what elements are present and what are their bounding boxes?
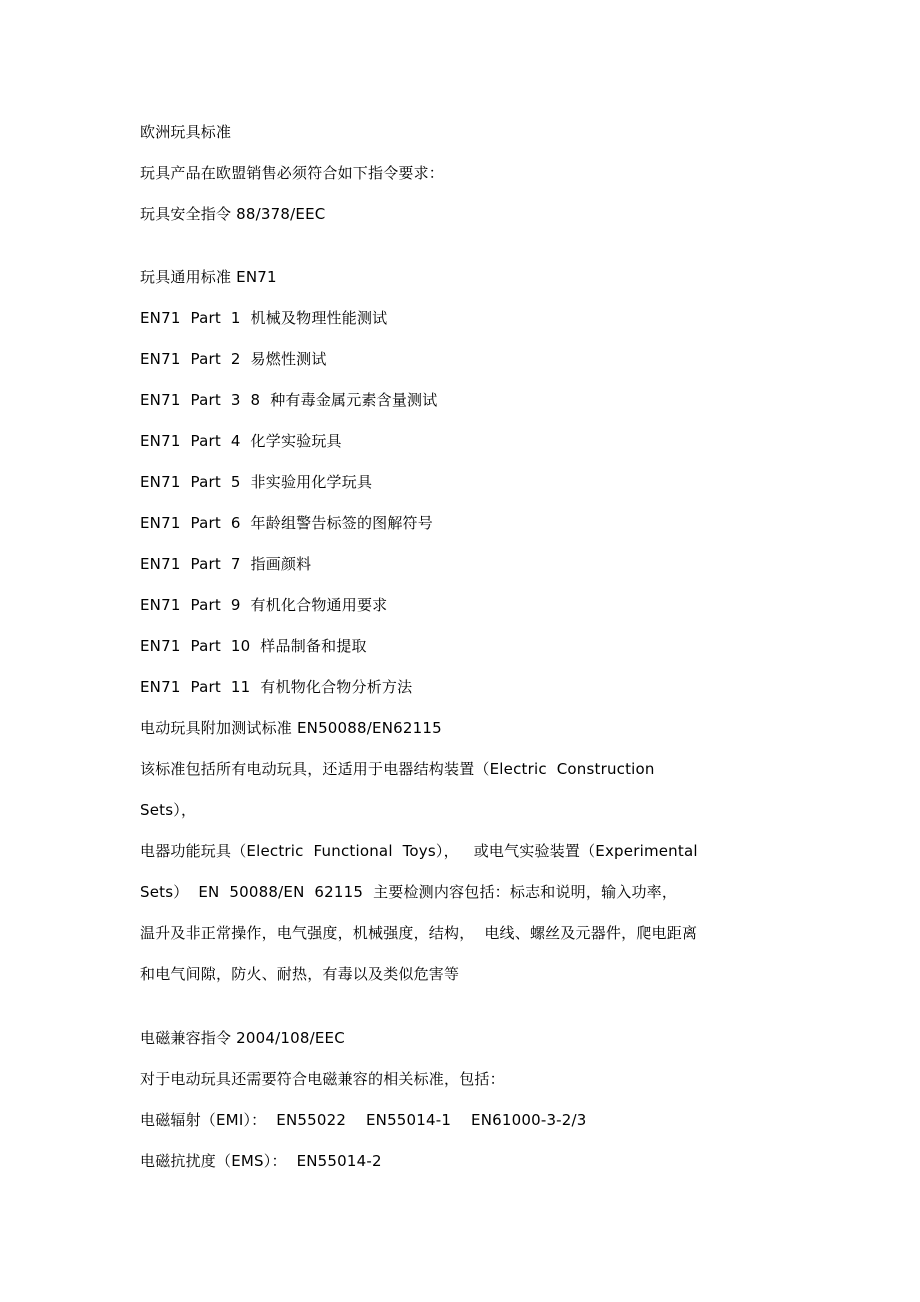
en71-part-item: EN71 Part 5 非实验用化学玩具 [140,473,373,491]
en71-part-item: EN71 Part 1 机械及物理性能测试 [140,309,388,327]
en71-heading: 玩具通用标准 EN71 [140,268,277,286]
electric-paragraph-line: 和电气间隙，防火、耐热，有毒以及类似危害等 [140,965,460,983]
ems-standards: 电磁抗扰度（EMS）： EN55014-2 [140,1152,382,1170]
en71-part-item: EN71 Part 11 有机物化合物分析方法 [140,678,413,696]
electric-paragraph-line: Sets） EN 50088/EN 62115 主要检测内容包括：标志和说明，输入功率， [140,883,678,901]
en71-part-item: EN71 Part 3 8 种有毒金属元素含量测试 [140,391,438,409]
emc-intro: 对于电动玩具还需要符合电磁兼容的相关标准，包括： [140,1070,505,1088]
document-title: 欧洲玩具标准 [140,123,232,141]
electric-paragraph-line: 电器功能玩具（Electric Functional Toys）， 或电气实验装置（Experimental [140,842,698,860]
en71-part-item: EN71 Part 6 年龄组警告标签的图解符号 [140,514,433,532]
en71-part-item: EN71 Part 7 指画颜料 [140,555,312,573]
electric-paragraph-line: Sets）， [140,801,197,819]
en71-part-item: EN71 Part 10 样品制备和提取 [140,637,367,655]
electric-heading: 电动玩具附加测试标准 EN50088/EN62115 [140,719,442,737]
en71-part-item: EN71 Part 9 有机化合物通用要求 [140,596,388,614]
toy-safety-directive: 玩具安全指令 88/378/EEC [140,205,326,223]
emc-heading: 电磁兼容指令 2004/108/EEC [140,1029,345,1047]
document-page [140,0,880,1302]
electric-paragraph-line: 该标准包括所有电动玩具，还适用于电器结构装置（Electric Construction [140,760,655,778]
en71-part-item: EN71 Part 2 易燃性测试 [140,350,327,368]
en71-part-item: EN71 Part 4 化学实验玩具 [140,432,342,450]
electric-paragraph-line: 温升及非正常操作，电气强度，机械强度，结构， 电线、螺丝及元器件，爬电距离 [140,924,698,942]
emi-standards: 电磁辐射（EMI）： EN55022 EN55014-1 EN61000-3-2/3 [140,1111,587,1129]
intro-text: 玩具产品在欧盟销售必须符合如下指令要求： [140,164,445,182]
